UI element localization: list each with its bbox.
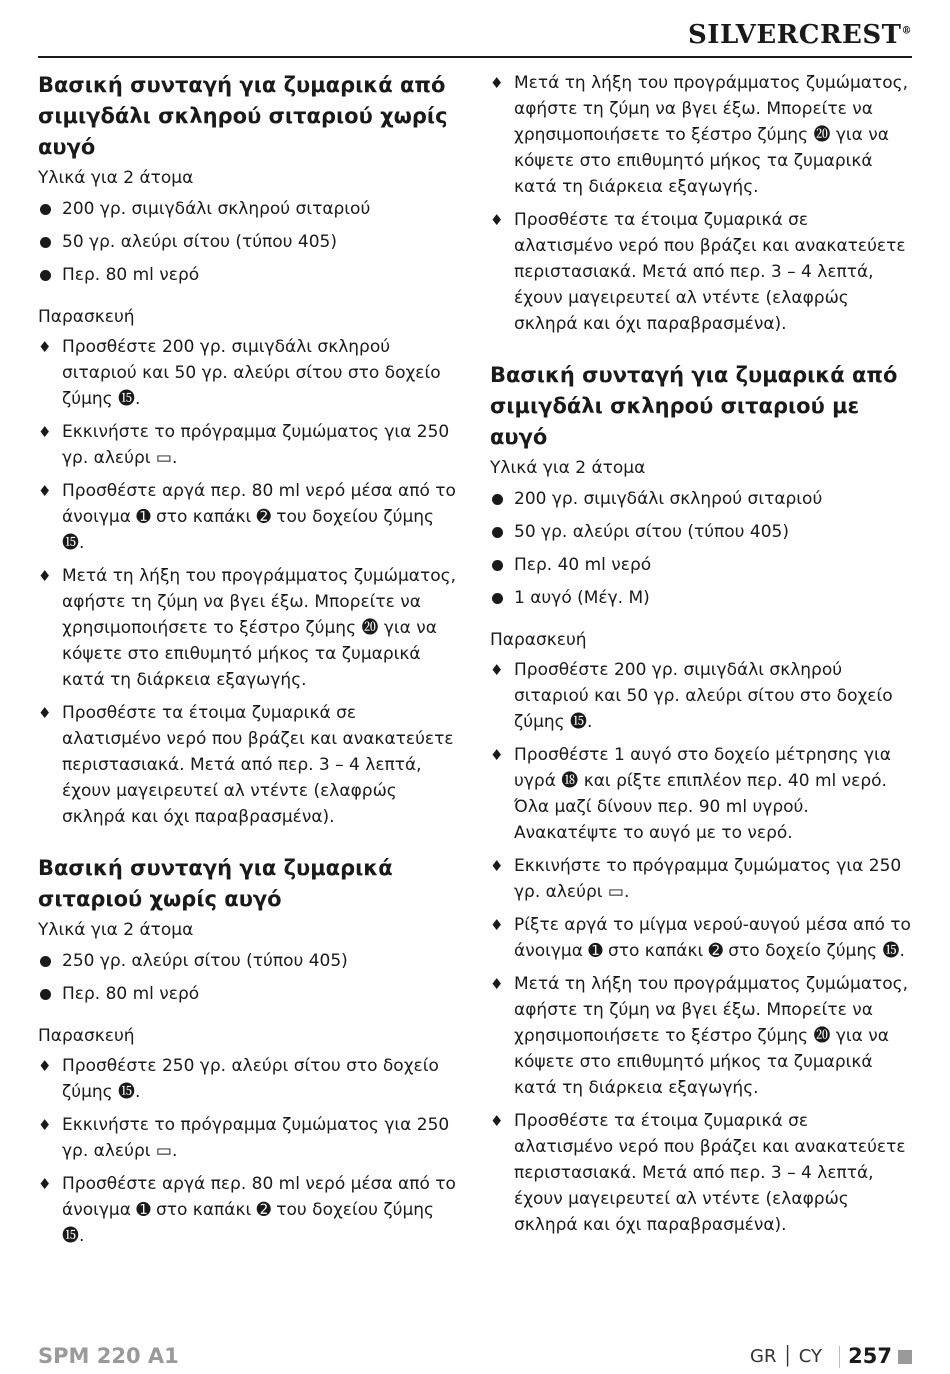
diamond-bullet-icon: ♦ [38, 482, 52, 500]
diamond-bullet-icon: ♦ [38, 1175, 52, 1193]
steps-list [490, 657, 912, 1238]
section-title: Βασική συνταγή για ζυμαρικά από σιμιγδάλι σκληρού σιταριού με αυγό [490, 363, 898, 449]
section-title: Βασική συνταγή για ζυμαρικά από σιμιγδάλι σκληρού σιταριού χωρίς αυγό [38, 73, 448, 159]
diamond-bullet-icon: ♦ [38, 1116, 52, 1134]
brand-logo: SILVERCREST® [688, 20, 912, 50]
list-item: 200 γρ. σιμιγδάλι σκληρού σιταριού [490, 487, 912, 512]
diamond-bullet-icon: ♦ [490, 661, 504, 679]
prep-label: Παρασκευή [38, 307, 135, 327]
list-item: 50 γρ. αλεύρι σίτου (τύπου 405) [490, 520, 912, 545]
list-item: ♦ Προσθέστε αργά περ. 80 ml νερό μέσα από το άνοιγμα ➊ στο καπάκι ➋ του δοχείου ζύμης ⓯. [38, 1171, 460, 1249]
prep-label: Παρασκευή [490, 630, 587, 650]
ingredient-list [490, 487, 912, 611]
list-item: Περ. 80 ml νερό [38, 263, 460, 288]
diamond-bullet-icon: ♦ [38, 1057, 52, 1075]
steps-list [38, 334, 460, 830]
list-item: ♦ Προσθέστε 250 γρ. αλεύρι σίτου στο δοχείο ζύμης ⓯. [38, 1053, 460, 1105]
list-item: ♦ Εκκινήστε το πρόγραμμα ζυμώματος για 250 γρ. αλεύρι ▭. [38, 1112, 460, 1164]
diamond-bullet-icon: ♦ [490, 746, 504, 764]
steps-list [38, 1053, 460, 1249]
ingredient-list [38, 949, 460, 1007]
list-item: ♦ Προσθέστε τα έτοιμα ζυμαρικά σε αλατισμένο νερό που βράζει και ανακατεύετε περιστασιακά. Μετά από περ. 3 – 4 λεπτά, έχουν μαγειρευτεί αλ ντέντε (ελαφρώς σκληρά και όχι παραβρασμένα). [490, 207, 912, 337]
diamond-bullet-icon: ♦ [38, 423, 52, 441]
footer-divider [839, 1346, 840, 1368]
list-item: 1 αυγό (Μέγ. M) [490, 586, 912, 611]
list-item: ♦ Προσθέστε 200 γρ. σιμιγδάλι σκληρού σιταριού και 50 γρ. αλεύρι σίτου στο δοχείο ζύμης ⓯. [490, 657, 912, 735]
list-item: ♦ Προσθέστε αργά περ. 80 ml νερό μέσα από το άνοιγμα ➊ στο καπάκι ➋ του δοχείου ζύμης ⓯. [38, 478, 460, 556]
diamond-bullet-icon: ♦ [38, 338, 52, 356]
list-item: ♦ Προσθέστε τα έτοιμα ζυμαρικά σε αλατισμένο νερό που βράζει και ανακατεύετε περιστασιακά. Μετά από περ. 3 – 4 λεπτά, έχουν μαγειρευτεί αλ ντέντε (ελαφρώς σκληρά και όχι παραβρασμένα). [38, 700, 460, 830]
servings-label: Υλικά για 2 άτομα [38, 920, 194, 940]
list-item: ♦ Μετά τη λήξη του προγράμματος ζυμώματος, αφήστε τη ζύμη να βγει έξω. Μπορείτε να χρησιμοποιήσετε το ξέστρο ζύμης ⓴ για να κόψετε στο επιθυμητό μήκος τα ζυμαρικά κατά τη διάρκεια εξαγωγής. [38, 563, 460, 693]
page-marker-icon [898, 1350, 912, 1364]
list-item: ♦ Μετά τη λήξη του προγράμματος ζυμώματος, αφήστε τη ζύμη να βγει έξω. Μπορείτε να χρησιμοποιήσετε το ξέστρο ζύμης ⓴ για να κόψετε στο επιθυμητό μήκος τα ζυμαρικά κατά τη διάρκεια εξαγωγής. [490, 70, 912, 200]
diamond-bullet-icon: ♦ [490, 975, 504, 993]
list-item: ♦ Προσθέστε 200 γρ. σιμιγδάλι σκληρού σιταριού και 50 γρ. αλεύρι σίτου στο δοχείο ζύμης ⓯. [38, 334, 460, 412]
servings-label: Υλικά για 2 άτομα [490, 458, 646, 478]
list-item: ♦ Προσθέστε τα έτοιμα ζυμαρικά σε αλατισμένο νερό που βράζει και ανακατεύετε περιστασιακά. Μετά από περ. 3 – 4 λεπτά, έχουν μαγειρευτεί αλ ντέντε (ελαφρώς σκληρά και όχι παραβρασμένα). [490, 1108, 912, 1238]
list-item: 50 γρ. αλεύρι σίτου (τύπου 405) [38, 230, 460, 255]
section-title: Βασική συνταγή για ζυμαρικά σιταριού χωρίς αυγό [38, 856, 393, 911]
page-number: 257 [848, 1344, 892, 1368]
list-item: 200 γρ. σιμιγδάλι σκληρού σιταριού [38, 197, 460, 222]
list-item: ♦ Εκκινήστε το πρόγραμμα ζυμώματος για 250 γρ. αλεύρι ▭. [38, 419, 460, 471]
left-column [38, 70, 460, 1256]
servings-label: Υλικά για 2 άτομα [38, 168, 194, 188]
list-item: ♦ Μετά τη λήξη του προγράμματος ζυμώματος, αφήστε τη ζύμη να βγει έξω. Μπορείτε να χρησιμοποιήσετε το ξέστρο ζύμης ⓴ για να κόψετε στο επιθυμητό μήκος τα ζυμαρικά κατά τη διάρκεια εξαγωγής. [490, 971, 912, 1101]
list-item: Περ. 40 ml νερό [490, 553, 912, 578]
diamond-bullet-icon: ♦ [490, 916, 504, 934]
list-item: Περ. 80 ml νερό [38, 982, 460, 1007]
diamond-bullet-icon: ♦ [490, 211, 504, 229]
diamond-bullet-icon: ♦ [38, 567, 52, 585]
list-item: ♦ Προσθέστε 1 αυγό στο δοχείο μέτρησης για υγρά ⓲ και ρίξτε επιπλέον περ. 40 ml νερό. Όλα μαζί δίνουν περ. 90 ml υγρού. Ανακατέψτε το αυγό με το νερό. [490, 742, 912, 846]
diamond-bullet-icon: ♦ [490, 857, 504, 875]
diamond-bullet-icon: ♦ [38, 704, 52, 722]
right-column [490, 70, 912, 1245]
prep-label: Παρασκευή [38, 1026, 135, 1046]
list-item: 250 γρ. αλεύρι σίτου (τύπου 405) [38, 949, 460, 974]
list-item: ♦ Εκκινήστε το πρόγραμμα ζυμώματος για 250 γρ. αλεύρι ▭. [490, 853, 912, 905]
header-rule [38, 56, 912, 58]
language-code: GR │ CY [750, 1346, 822, 1367]
diamond-bullet-icon: ♦ [490, 74, 504, 92]
page-footer [38, 1344, 912, 1374]
model-number: SPM 220 A1 [38, 1344, 179, 1368]
ingredient-list [38, 197, 460, 288]
list-item: ♦ Ρίξτε αργά το μίγμα νερού-αυγού μέσα από το άνοιγμα ➊ στο καπάκι ➋ στο δοχείο ζύμης ⓯. [490, 912, 912, 964]
steps-list [490, 70, 912, 337]
diamond-bullet-icon: ♦ [490, 1112, 504, 1130]
